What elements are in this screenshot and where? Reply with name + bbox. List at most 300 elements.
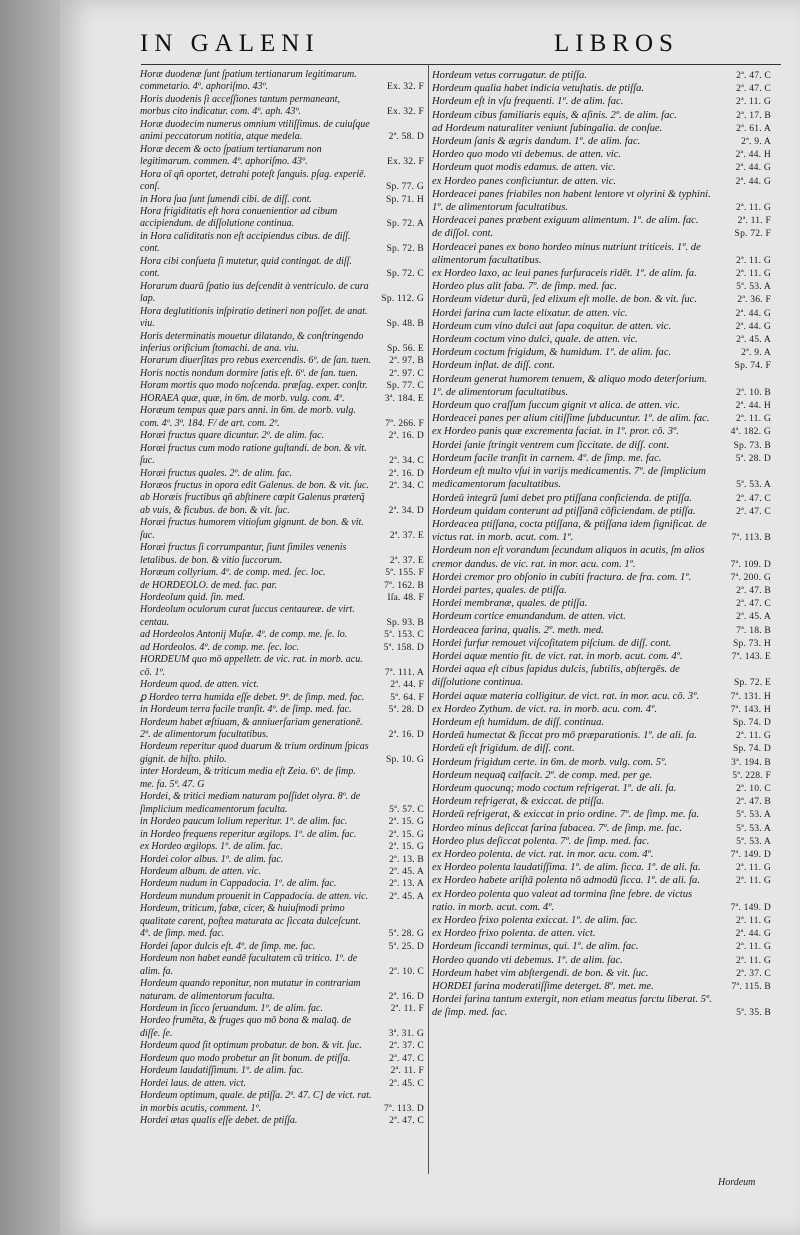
entry-reference: 2ª. 16. D (388, 990, 424, 1002)
index-entry (140, 941, 424, 953)
entry-reference: 2ª. 44. G (735, 928, 771, 940)
entry-text: in Hordeum terra facile tranſit. 4º. de ſimp. med. fac. (140, 704, 352, 716)
index-entry (432, 637, 771, 650)
index-entry (432, 967, 771, 980)
index-entry (432, 188, 771, 214)
entry-reference: 2ª. 16. D (388, 467, 424, 479)
entry-reference: 3ª. 194. B (731, 756, 771, 768)
entry-text: Hordeum optimum, quale. de ptiſſa. 2ª. 47. C] de vict. rat. in morbis acutis, comment. 1º. (140, 1090, 372, 1114)
index-entry (432, 914, 771, 927)
entry-reference: 2ª. 47. C (736, 505, 771, 517)
index-entry (432, 359, 771, 372)
index-entry (432, 650, 771, 663)
entry-text: Hordei ætas qualis eſſe debet. de ptiſſa. (140, 1115, 298, 1127)
index-entry (140, 231, 424, 256)
index-entry (140, 604, 424, 629)
index-entry (432, 993, 771, 1019)
entry-text: Hordeum album. de atten. vic. (140, 866, 261, 877)
entry-reference: 7ª. 111. A (384, 666, 424, 678)
entry-text: Hordeum non eſt vorandum ſecundum aliquos in acutis, ſm alios cremor dandus. de vic. rat. in mor. acu. com. 1º. (432, 545, 705, 570)
entry-text: Hordei membranæ, quales. de ptiſſa. (432, 598, 588, 610)
index-entry (140, 542, 424, 567)
entry-reference: 2ª. 37. C (389, 1040, 424, 1052)
index-entry (140, 306, 424, 331)
entry-text: Hordeum nequaq̄ calfacit. 2º. de comp. med. per ge. (432, 769, 653, 781)
entry-reference: 7ª. 266. F (385, 417, 424, 429)
entry-reference: 5ª. 153. C (384, 629, 424, 641)
entry-text: Hora deglutitionis inſpiratio detineri non poſſet. de anat. viu. (140, 305, 368, 330)
entry-reference: 7ª. 149. D (730, 901, 771, 913)
entry-reference: 7ª. 131. H (730, 690, 771, 702)
index-entry (140, 953, 424, 978)
index-entry (432, 293, 771, 306)
entry-text: Hordeum quocunq; modo coctum refrigerat. 1º. de ali. fa. (432, 782, 677, 794)
entry-text: Horæum collyrium. 4º. de comp. med. ſec. loc. (140, 567, 326, 579)
entry-text: ex Hordeo habete ariſtā polenta nō admodū ſicca. 1º. de ali. fa. (432, 875, 700, 887)
entry-text: Hordeum frigidum certe. in 6m. de morb. vulg. com. 5º. (432, 756, 668, 768)
index-entry (432, 148, 771, 161)
entry-reference: 2ª. 47. C (736, 83, 771, 95)
entry-text: Hordeolum quid. ſin. med. (140, 592, 246, 604)
index-entry (432, 808, 771, 821)
entry-reference: 5ª. 28. D (388, 704, 424, 716)
index-entry (432, 69, 771, 82)
entry-reference: 5ª. 53. A (736, 809, 771, 821)
entry-text: Horæos fructus in opora edit Galenus. de bon. & vit. ſuc. (140, 479, 369, 491)
entry-text: Hordei farina tantum extergit, non etiam meatus farctu liberat. 5º. de ſimp. med. fac. (432, 994, 712, 1019)
index-entry (432, 954, 771, 967)
entry-text: Horæ duodenæ ſunt ſpatium tertianarum legitimarum. commetario. 4º. aphoriſmo. 43º. (140, 69, 357, 93)
entry-reference: Ex. 32. F (387, 106, 424, 118)
entry-reference: 2ª. 97. C (389, 367, 424, 379)
entry-reference: 4ª. 182. G (730, 426, 771, 438)
index-entry (140, 679, 424, 691)
index-entry (432, 610, 771, 623)
index-entry (432, 822, 771, 835)
index-entry (140, 331, 424, 356)
index-entry (140, 841, 424, 853)
index-entry (140, 393, 424, 405)
entry-text: Hordeum quo craſſum ſuccum gignit vt alica. de atten. vic. (432, 400, 680, 412)
entry-reference: 7ª. 143. H (730, 703, 771, 715)
entry-text: Hora oī qñ oportet, detrahi poteſt ſanguis. pſag. experiē. conſ. (140, 168, 367, 193)
index-entry (140, 368, 424, 380)
entry-text: ad Hordeolos Antonij Muſæ. 4º. de comp. me. ſe. lo. (140, 629, 348, 641)
index-column-left (140, 69, 424, 1128)
index-entry (140, 866, 424, 878)
entry-text: Hordeum coctum frigidum, & humidum. 1º. de alim. fac. (432, 347, 672, 359)
entry-reference: 2ª. 61. A (736, 122, 771, 134)
entry-text: Hordei furfur remouet viſcoſitatem piſcium. de diſſ. cont. (432, 637, 672, 649)
book-gutter (0, 0, 60, 1235)
index-entry (432, 716, 771, 729)
entry-reference: 2ª. 16. D (388, 729, 424, 741)
entry-text: Hordeum eſt in vſu frequenti. 1º. de alim. fac. (432, 96, 624, 108)
entry-text: Hordeū humectat & ſiccat pro mō præparationis. 1º. de ali. fa. (432, 730, 697, 742)
index-entry (140, 717, 424, 742)
index-entry (432, 703, 771, 716)
index-entry (432, 584, 771, 597)
entry-text: Horæi fructus quales. 2º. de alim. fac. (140, 467, 292, 479)
entry-text: Hordeum laudatiſſimum. 1º. de alim. fac. (140, 1065, 304, 1077)
entry-text: ad Hordeolos. 4º. de comp. me. ſec. loc. (140, 641, 300, 653)
entry-text: in Hora ſua ſunt ſumendi cibi. de diſſ. cont. (140, 193, 312, 205)
entry-reference: 2ª. 11. F (390, 1002, 424, 1014)
entry-text: de HORDEOLO. de med. fac. par. (140, 579, 277, 591)
entry-reference: 2ª. 45. A (736, 334, 771, 346)
entry-text: in Hordeo paucum lolium reperitur. 1º. de alim. fac. (140, 816, 348, 828)
index-entry (432, 333, 771, 346)
running-head-right: LIBROS (554, 30, 679, 57)
entry-reference: Sp. 93. B (386, 616, 424, 628)
entry-text: Hordeo frumēta, & fruges quo mō bona & malaq̄. de diſſe. ſe. (140, 1015, 352, 1039)
entry-reference: 2ª. 44. F (390, 679, 424, 691)
entry-reference: 2ª. 34. C (389, 455, 424, 467)
index-entry (140, 592, 424, 604)
entry-reference: 5ª. 35. B (736, 1007, 771, 1019)
entry-text: Hordeum cortice emundandum. de atten. vict. (432, 611, 626, 623)
entry-text: Hordei ſanie ſtringit ventrem cum ſiccitate. de diſſ. cont. (432, 439, 670, 451)
index-entry (432, 782, 771, 795)
index-entry (432, 874, 771, 887)
entry-text: Hordeum quidam conterunt ad ptiſſanā cōficiendam. de ptiſſa. (432, 505, 696, 517)
entry-reference: 2ª. 97. B (389, 355, 424, 367)
entry-text: Hordei laus. de atten. vict. (140, 1077, 246, 1089)
entry-reference: 2ª. 34. D (388, 504, 424, 516)
index-entry (432, 135, 771, 148)
entry-text: Hordeum cum vino dulci aut ſapa coquitur. de atten. vic. (432, 320, 672, 332)
index-entry (140, 256, 424, 281)
entry-reference: 2ª. 11. G (735, 954, 771, 966)
index-entry (432, 439, 771, 452)
entry-text: in Hora caliditatis non eſt accipiendus cibus. de diſſ. cont. (140, 230, 351, 255)
index-entry (140, 405, 424, 430)
index-entry (140, 380, 424, 392)
entry-text: Hordei ſapor dulcis eſt. 4º. de ſimp. me. fac. (140, 940, 316, 952)
entry-text: Hordeum eſt multo vſui in varijs medicamentis. 7º. de ſimplicium medicamentorum facultatibus. (432, 466, 706, 491)
entry-reference: Sp. 72. C (386, 268, 424, 280)
entry-text: Hordei color albus. 1º. de alim. fac. (140, 853, 284, 865)
index-entry (140, 355, 424, 367)
entry-reference: 2ª. 44. H (735, 149, 771, 161)
entry-reference: 5ª. 228. F (732, 769, 771, 781)
running-head-left: IN GALENI (140, 30, 320, 57)
entry-reference: 2ª. 11. G (735, 941, 771, 953)
entry-text: ex Hordeo polenta. de vict. rat. in mor. acu. com. 4º. (432, 848, 654, 860)
entry-reference: 2ª. 47. C (389, 1115, 424, 1127)
index-entry (432, 399, 771, 412)
entry-reference: 2ª. 9. A (741, 136, 771, 148)
entry-text: Hordeum refrigerat, & exiccat. de ptiſſa. (432, 796, 605, 808)
entry-reference: Sp. 48. B (386, 318, 424, 330)
entry-text: Hora frigiditatis eſt hora conuenientior ad cibum accipiendum. de diſſolutione continua. (140, 205, 338, 230)
index-entry (140, 791, 424, 816)
entry-text: Hordeum ſiccandi terminus, qui. 1º. de alim. fac. (432, 941, 639, 953)
index-entry (432, 307, 771, 320)
entry-text: Horæ duodecim numerus omnium vtiliſſimus. de cuiuſque animi peccatorum notitia, atque medela. (140, 118, 370, 143)
entry-reference: Sp. 73. B (733, 439, 771, 451)
entry-text: ex Hordeo laxo, ac leui panes furfuraceis ridēt. 1º. de alim. fa. (432, 268, 697, 280)
index-entry (432, 571, 771, 584)
entry-text: Hordei cremor pro obſonio in cubiti fractura. de fra. com. 1º. (432, 571, 692, 583)
entry-reference: 2ª. 58. D (388, 131, 424, 143)
index-entry (140, 1040, 424, 1052)
index-entry (432, 214, 771, 227)
entry-text: ex Hordeo Zythum. de vict. ra. in morb. acu. com. 4º. (432, 703, 658, 715)
entry-reference: 2ª. 34. C (389, 479, 424, 491)
entry-text: Hordeo quo modo vti debemus. de atten. vic. (432, 149, 622, 161)
entry-text: ex Hordeo ægilops. 1º. de alim. fac. (140, 841, 283, 853)
entry-text: Hordeum videtur durū, ſed elixum eſt molle. de bon. & vit. ſuc. (432, 294, 697, 306)
index-entry (140, 692, 424, 704)
index-entry (432, 663, 771, 689)
entry-text: Hordeum habet vim abſtergendi. de bon. & vit. ſuc. (432, 967, 649, 979)
entry-reference: 5ª. 53. A (736, 281, 771, 293)
index-entry (432, 729, 771, 742)
entry-text: Horæi fructus humorem vitioſum gignunt. de bon. & vit. ſuc. (140, 517, 364, 541)
entry-reference: 7ª. 200. G (730, 571, 771, 583)
entry-reference: 2ª. 44. G (735, 307, 771, 319)
entry-text: Hordeum quando reponitur, non mutatur in contrariam naturam. de alimentorum faculta. (140, 978, 361, 1002)
entry-text: Hordeum nudum in Cappadocia. 1º. de alim. fac. (140, 878, 337, 890)
catchword: Hordeum (718, 1177, 756, 1188)
entry-reference: 2ª. 11. F (737, 215, 771, 227)
entry-text: Horæi fructus quare dicuntur. 2º. de alim. fac. (140, 430, 325, 442)
entry-reference: 2ª. 15. G (388, 841, 424, 853)
entry-reference: Sp. 74. D (732, 743, 771, 755)
entry-reference: 2ª. 45. A (389, 866, 424, 877)
index-entry (140, 430, 424, 442)
entry-text: ab Horæis fructibus qñ abſtinere cœpit Galenus præterq̃ ab vuis, & ficubus. de bon. & vit. ſuc. (140, 492, 365, 516)
index-entry (140, 1053, 424, 1065)
index-entry (432, 425, 771, 438)
entry-text: Hordeum generat humorem tenuem, & aliquo modo deterſorium. 1º. de alimentorum facultatibus. (432, 373, 707, 398)
entry-reference: 2ª. 44. G (735, 162, 771, 174)
entry-reference: 2ª. 11. F (390, 1065, 424, 1077)
entry-reference: Sp. 71. H (385, 193, 424, 205)
entry-reference: 7ª. 113. B (731, 532, 771, 544)
entry-reference: Ex. 32. F (387, 156, 424, 168)
index-entry (432, 241, 771, 267)
entry-text: inter Hordeum, & triticum media eſt Zeia. 6º. de ſimp. me. fa. 5ª. 47. G (140, 766, 356, 790)
entry-text: Hordeum reperitur quod duarum & trium ordinum ſpicas gignit. de hiſto. philo. (140, 741, 369, 765)
index-entry (140, 741, 424, 766)
entry-text: Hordeo plus deſiccat polenta. 7º. de ſimp. med. fac. (432, 835, 650, 847)
index-entry (140, 891, 424, 903)
index-entry (140, 704, 424, 716)
entry-text: Hordeum quo modo probetur an ſit bonum. de ptiſſa. (140, 1052, 351, 1064)
entry-reference: 2ª. 10. B (736, 386, 771, 398)
entry-text: Hordeum in ſicco ſeruandum. 1º. de alim. fac. (140, 1002, 323, 1014)
column-divider (428, 64, 429, 1174)
entry-reference: 2ª. 15. G (388, 828, 424, 840)
entry-text: Hordei, & tritici mediam naturam poſſidet olyra. 8º. de ſimplicium medicamentorum faculta. (140, 791, 361, 815)
entry-reference: 2ª. 9. A (741, 347, 771, 359)
entry-text: Hordei partes, quales. de ptiſſa. (432, 584, 567, 596)
entry-text: Hordeo quando vti debemus. 1º. de alim. fac. (432, 954, 623, 966)
entry-text: Hordei aquæ materia colligitur. de vict. rat. in mor. acu. cō. 3º. (432, 690, 700, 702)
index-entry (140, 654, 424, 679)
entry-reference: 2ª. 11. G (735, 413, 771, 425)
entry-reference: 7ª. 143. E (731, 650, 771, 662)
entry-reference: 2ª. 45. A (736, 611, 771, 623)
entry-reference: 2ª. 47. C (736, 70, 771, 81)
entry-text: Hordeolum oculorum curat ſuccus centaureæ. de virt. centau. (140, 604, 355, 628)
entry-reference: 2ª. 11. G (735, 268, 771, 280)
index-entry (432, 267, 771, 280)
entry-text: Hora cibi conſueta ſi mutetur, quid contingat. de diſſ. cont. (140, 255, 352, 280)
entry-reference: 2ª. 11. G (735, 96, 771, 108)
entry-reference: 2ª. 16. D (388, 430, 424, 442)
index-entry (432, 927, 771, 940)
entry-text: Horis determinatis mouetur dilatando, & conſtringendo inferius orificium ſtomachi. de ana. viu. (140, 330, 364, 354)
entry-text: ex Hordeo panes conficiuntur. de atten. vic. (432, 175, 617, 187)
entry-text: Hordeū eſt frigidum. de diſſ. cont. (432, 743, 575, 755)
index-entry (432, 452, 771, 465)
index-entry (140, 194, 424, 206)
entry-reference: 2ª. 10. C (736, 782, 771, 794)
index-entry (432, 742, 771, 755)
entry-text: ex Hordeo frixo polenta exiccat. 1º. de alim. fac. (432, 915, 638, 926)
entry-reference: Sp. 72. A (386, 218, 424, 230)
index-entry (432, 795, 771, 808)
index-entry (432, 505, 771, 518)
index-entry (432, 320, 771, 333)
entry-text: Hordei aqua eſt cibus ſapidus dulcis, ſubtilis, abſtergēs. de diſſolutione continua. (432, 664, 680, 689)
entry-text: Horis noctis nondum dormire ſatis eſt. 6º. de ſan. tuen. (140, 367, 358, 379)
index-entry (432, 835, 771, 848)
entry-reference: 2ª. 47. B (736, 584, 771, 596)
entry-text: Hordeum, triticum, fabæ, cicer, & huiuſmodi primo qualitate carent, poſtea maturata ac ſiccata dulceſcunt. 4º. de ſimp. med. fac. (140, 903, 361, 940)
entry-reference: Sp. 77. G (385, 181, 424, 193)
entry-text: Hordeū integrū ſumi debet pro ptiſſana conficienda. de ptiſſa. (432, 492, 692, 504)
index-entry (140, 978, 424, 1003)
entry-text: Horarum diuerſitas pro rebus exercendis. 6º. de ſan. tuen. (140, 355, 371, 367)
entry-text: Hordeum mundum prouenit in Cappadocia. de atten. vic. (140, 890, 369, 902)
index-entry (432, 95, 771, 108)
entry-reference: 2ª. 47. C (736, 492, 771, 504)
entry-text: Horæ decem & octo ſpatium tertianarum non legitimarum. commen. 4º. aphoriſmo. 43º. (140, 143, 322, 168)
entry-reference: 2ª. 17. B (736, 109, 771, 121)
entry-text: Hordei farina cum lacte elixatur. de atten. vic. (432, 307, 628, 319)
index-entry (140, 766, 424, 791)
entry-text: ad Hordeum naturaliter veniunt ſubingalia. de conſue. (432, 122, 663, 134)
entry-reference: 7ª. 18. B (736, 624, 771, 636)
entry-text: Hordeū refrigerat, & exiccat in prio ordine. 7º. de ſimp. me. fa. (432, 809, 700, 821)
index-entry (432, 624, 771, 637)
entry-reference: 2ª. 44. G (735, 175, 771, 187)
index-entry (140, 492, 424, 517)
entry-text: HORDEUM quo mō appelletr. de vic. rat. in morb. acu. cō. 1º. (140, 654, 363, 678)
entry-reference: 2ª. 37. C (736, 967, 771, 979)
entry-text: de diſſol. cont. (432, 228, 494, 240)
index-entry (140, 903, 424, 940)
index-entry (140, 629, 424, 641)
entry-reference: Sp. 72. B (386, 243, 424, 255)
entry-text: Hordeo plus alit faba. 7º. de ſimp. med. fac. (432, 281, 618, 293)
index-entry (140, 642, 424, 654)
index-entry (140, 1078, 424, 1090)
entry-reference: 5ª. 64. F (390, 691, 424, 703)
index-entry (432, 175, 771, 188)
index-entry (140, 580, 424, 592)
entry-reference: 2ª. 10. C (389, 965, 424, 977)
entry-reference: 5ª. 158. D (383, 641, 424, 653)
entry-reference: 5ª. 25. D (388, 940, 424, 952)
entry-reference: 2ª. 36. F (737, 294, 771, 306)
entry-reference: Ex. 32. F (387, 81, 424, 93)
index-entry (432, 465, 771, 491)
index-entry (140, 443, 424, 468)
entry-text: ex Hordeo frixo polenta. de atten. vict. (432, 928, 596, 940)
index-entry (140, 468, 424, 480)
entry-reference: 7ª. 162. B (384, 579, 424, 591)
entry-reference: Sp. 77. C (386, 380, 424, 392)
entry-text: Hordeum cibus familiaris equis, & aſinis. 2º. de alim. fac. (432, 109, 677, 121)
index-entry (432, 690, 771, 703)
entry-reference: Sp. 73. H (732, 637, 771, 649)
entry-reference: 3ª. 184. E (384, 392, 424, 404)
entry-text: Hordeo minus deſiccat farina fabacea. 7º. de ſimp. me. fac. (432, 822, 683, 834)
index-entry (432, 848, 771, 861)
entry-reference: Iſa. 48. F (387, 592, 424, 604)
index-entry (432, 122, 771, 135)
index-entry (432, 544, 771, 570)
entry-reference: 3ª. 31. G (388, 1027, 424, 1039)
index-entry (140, 169, 424, 194)
entry-text: Hordeum facile tranſit in carnem. 4º. de ſimp. me. fac. (432, 452, 662, 464)
entry-text: Hordeum non habet eandē facultatem cū tritico. 1º. de alim. fa. (140, 953, 358, 977)
entry-reference: 2ª. 47. B (736, 796, 771, 808)
index-entry (140, 829, 424, 841)
index-entry (140, 281, 424, 306)
entry-text: Hordeacei panes præbent exiguum alimentum. 1º. de alim. fac. (432, 215, 699, 227)
header-rule (141, 64, 781, 65)
entry-reference: Sp. 72. E (734, 677, 771, 689)
entry-reference: 2ª. 15. G (388, 816, 424, 828)
index-entry (140, 1090, 424, 1115)
entry-reference: 5ª. 53. A (736, 835, 771, 847)
index-entry (432, 373, 771, 399)
entry-text: Hordeum eſt humidum. de diſſ. continua. (432, 716, 605, 728)
entry-reference: 5ª. 28. G (388, 928, 424, 940)
index-entry (432, 756, 771, 769)
index-entry (432, 161, 771, 174)
entry-text: Horæi fructus ſi corrumpantur, ſiunt ſimiles venenis letalibus. de bon. & vitio ſuccorum. (140, 542, 347, 566)
index-entry (432, 940, 771, 953)
index-entry (432, 518, 771, 544)
index-entry (432, 82, 771, 95)
entry-reference: 2ª. 44. G (735, 320, 771, 332)
entry-text: Hordeum inflat. de diſſ. cont. (432, 360, 555, 372)
entry-text: Horarum duarū ſpatio ius deſcendit à ventriculo. de cura lap. (140, 280, 369, 305)
entry-reference: 5ª. 155. F (385, 567, 424, 579)
index-entry (140, 1065, 424, 1077)
index-entry (140, 69, 424, 94)
entry-text: in Hordeo frequens reperitur ægilops. 1º. de alim. fac. (140, 828, 357, 840)
entry-text: Hordeum quod ſit optimum probatur. de bon. & vit. ſuc. (140, 1040, 362, 1052)
index-entry (140, 854, 424, 866)
entry-text: Hordeum coctum vino dulci, quale. de atten. vic. (432, 334, 638, 346)
index-entry (432, 861, 771, 874)
entry-text: Hordeacea ptiſſana, cocta ptiſſana, & ptiſſana idem ſignificat. de victus rat. in morb. acut. com. 1º. (432, 518, 707, 544)
index-entry (140, 206, 424, 231)
entry-reference: 2ª. 11. G (735, 254, 771, 266)
entry-reference: 5ª. 53. A (736, 479, 771, 491)
index-entry (140, 94, 424, 119)
index-entry (140, 517, 424, 542)
index-entry (140, 1003, 424, 1015)
